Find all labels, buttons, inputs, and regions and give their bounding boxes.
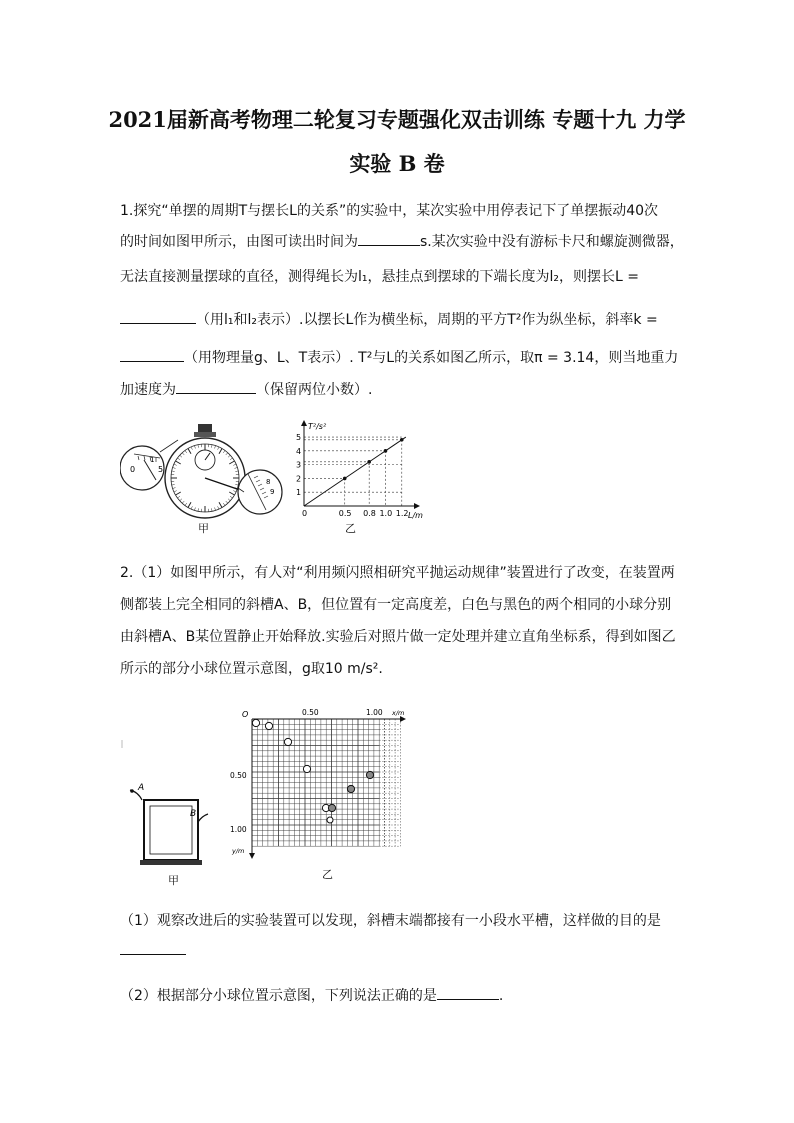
- white-ball: [252, 719, 259, 726]
- answer-blank-gravity[interactable]: [176, 379, 256, 394]
- fig1-label-jia: 甲: [198, 522, 209, 535]
- fig2-label-yi: 乙: [322, 868, 333, 881]
- chart-x-tick: 0.5: [338, 509, 352, 518]
- answer-blank-time[interactable]: [358, 231, 420, 246]
- white-ball: [265, 722, 272, 729]
- grid-origin: O: [242, 710, 249, 719]
- apparatus-figure: [120, 738, 220, 873]
- answer-blank-choice[interactable]: [437, 985, 499, 1000]
- fig1-label-yi: 乙: [345, 522, 356, 535]
- q1-line4: [120, 309, 658, 329]
- q1-line5: [120, 347, 678, 367]
- grid-y-tick-100: 1.00: [230, 825, 247, 834]
- chart-x-tick: 1.2: [395, 509, 409, 518]
- chart-y-tick: 1: [296, 488, 302, 498]
- doc-title-line2: 实验 B 卷: [349, 151, 445, 176]
- q2-line3: 由斜槽A、B某位置静止开始释放.实验后对照片做一定处理并建立直角坐标系，得到如图乙: [120, 629, 676, 645]
- answer-blank-length[interactable]: [120, 309, 196, 324]
- chart-point: [384, 449, 388, 453]
- q2-sub2-text: （2）根据部分小球位置示意图，下列说法正确的是: [120, 988, 437, 1004]
- doc-title-line1: 2021届新高考物理二轮复习专题强化双击训练 专题十九 力学: [108, 107, 686, 132]
- chart-y-label: T²/s²: [308, 422, 327, 431]
- chart-y-tick: 2: [296, 474, 302, 484]
- q1-line6: [120, 379, 372, 399]
- chart-fit-line: [304, 437, 406, 506]
- t2-l-chart: [290, 420, 430, 524]
- chart-point: [400, 438, 404, 442]
- q2-line2: 侧都装上完全相同的斜槽A、B，但位置有一定高度差，白色与黑色的两个相同的小球分别: [120, 597, 672, 613]
- q1-line6-a: 加速度为: [120, 382, 176, 398]
- label-chute-b: B: [190, 809, 197, 819]
- dial-left-tick-1: 1: [150, 456, 155, 464]
- white-ball: [303, 765, 310, 772]
- q1-line2-a: 的时间如图甲所示，由图可读出时间为: [120, 234, 358, 250]
- q1-line6-b: （保留两位小数）.: [256, 382, 373, 398]
- grid-x-tick-050: 0.50: [302, 708, 319, 717]
- grid-x-axis-label: x/m: [392, 709, 405, 717]
- dial-right-tick-9: 9: [270, 488, 275, 496]
- chart-point: [367, 460, 371, 464]
- black-ball: [347, 785, 354, 792]
- q2-sub1-answer-line: [120, 940, 186, 959]
- q1-line3: 无法直接测量摆球的直径，测得绳长为l₁，悬挂点到摆球的下端长度为l₂，则摆长L =: [120, 269, 639, 285]
- white-ball: [284, 738, 291, 745]
- black-ball: [366, 771, 373, 778]
- q2-sub2-end: .: [498, 988, 504, 1004]
- stopwatch-figure: [120, 418, 290, 530]
- q2-sub1: （1）观察改进后的实验装置可以发现，斜槽末端都接有一小段水平槽，这样做的目的是: [120, 913, 661, 929]
- chart-y-tick: 5: [296, 433, 302, 443]
- chart-x-tick: 0.8: [363, 509, 376, 518]
- white-ball: [327, 817, 333, 823]
- coordinate-grid: [252, 719, 400, 846]
- chart-y-tick: 4: [296, 446, 302, 456]
- label-chute-a: A: [138, 783, 145, 793]
- magnified-dial-right: [238, 470, 282, 514]
- fig2-label-jia: 甲: [168, 874, 179, 887]
- dial-left-tick-0: 0: [130, 465, 136, 474]
- q1-line1: 1.探究“单摆的周期T与摆长L的关系”的实验中，某次实验中用停表记下了单摆振动40次: [120, 203, 659, 219]
- q1-line4-text: （用l₁和l₂表示）.以摆长L作为横坐标，周期的平方T²作为纵坐标，斜率k =: [196, 312, 658, 328]
- q2-sub2: [120, 985, 503, 1005]
- q1-line5-text: （用物理量g、L、T表示）. T²与L的关系如图乙所示，取π = 3.14，则当地重力: [184, 350, 679, 366]
- grid-y-axis-label: y/m: [232, 847, 245, 855]
- dial-left-tick-5: 5: [158, 465, 164, 474]
- q1-line2: [120, 231, 684, 251]
- chart-x-label: L/m: [408, 511, 423, 520]
- answer-blank-purpose[interactable]: [120, 940, 186, 955]
- dial-right-tick-8: 8: [266, 478, 271, 486]
- chart-point: [343, 477, 347, 481]
- answer-blank-slope[interactable]: [120, 347, 184, 362]
- ball-position-grid: [228, 705, 410, 865]
- apparatus-base: [140, 860, 202, 865]
- chart-y-tick: 3: [296, 460, 302, 470]
- chart-x-tick: 0: [302, 509, 308, 518]
- q2-line1: 2.（1）如图甲所示，有人对“利用频闪照相研究平抛运动规律”装置进行了改变，在装置两: [120, 565, 675, 581]
- chute-b: [198, 814, 208, 822]
- grid-y-tick-050: 0.50: [230, 771, 247, 780]
- black-ball: [328, 804, 335, 811]
- chart-x-tick: 1.0: [379, 509, 393, 518]
- q1-line2-b: s.某次实验中没有游标卡尺和螺旋测微器，: [420, 234, 684, 250]
- grid-x-tick-100: 1.00: [366, 708, 383, 717]
- q2-line4: 所示的部分小球位置示意图，g取10 m/s².: [120, 661, 383, 677]
